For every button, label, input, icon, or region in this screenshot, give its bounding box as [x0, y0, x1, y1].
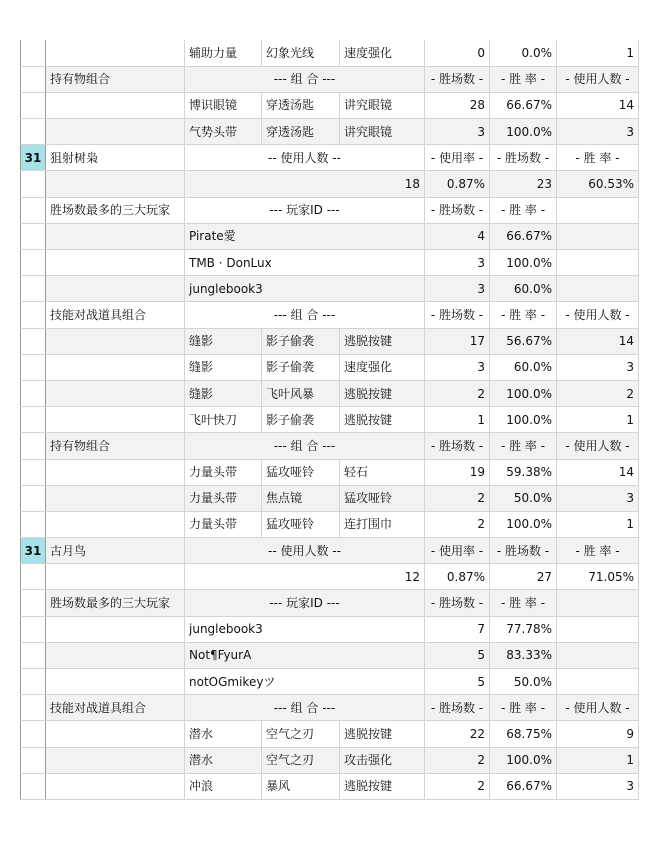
combo-item-1: 辅助力量 — [185, 40, 262, 66]
usage-wins-cell: 23 — [490, 171, 557, 197]
combo-item-3: 讲究眼镜 — [340, 92, 425, 118]
stats-table — [20, 40, 639, 800]
row-id-cell — [21, 747, 46, 773]
users-cell: 14 — [557, 92, 639, 118]
row-id-cell — [21, 773, 46, 799]
player-wins-cell: 3 — [425, 276, 490, 302]
column-header-3: - 使用人数 - — [557, 66, 639, 92]
row-id-cell: 31 — [21, 538, 46, 564]
win-rate-cell: 100.0% — [490, 119, 557, 145]
section-header-cell: --- 玩家ID --- — [185, 590, 425, 616]
table-row — [21, 485, 639, 511]
column-header-2: - 胜 率 - — [490, 695, 557, 721]
row-label-cell: 狙射树枭 — [46, 145, 185, 171]
table-row — [21, 380, 639, 406]
combo-item-3: 逃脱按键 — [340, 407, 425, 433]
table-row — [21, 276, 639, 302]
win-rate-cell: 66.67% — [490, 92, 557, 118]
combo-item-3: 逃脱按键 — [340, 380, 425, 406]
combo-item-2: 影子偷袭 — [262, 354, 340, 380]
usage-win-rate-cell: 60.53% — [557, 171, 639, 197]
player-win-rate-cell: 83.33% — [490, 642, 557, 668]
usage-win-rate-cell: 71.05% — [557, 564, 639, 590]
combo-item-3: 逃脱按键 — [340, 328, 425, 354]
combo-item-2: 焦点镜 — [262, 485, 340, 511]
table-row — [21, 197, 639, 223]
usage-rate-cell: 0.87% — [425, 564, 490, 590]
combo-item-3: 逃脱按键 — [340, 773, 425, 799]
table-row — [21, 642, 639, 668]
player-wins-cell: 5 — [425, 669, 490, 695]
combo-item-1: 博识眼镜 — [185, 92, 262, 118]
row-id-cell — [21, 40, 46, 66]
combo-item-2: 空气之刃 — [262, 747, 340, 773]
column-header-2: - 胜 率 - — [490, 66, 557, 92]
combo-item-2: 幻象光线 — [262, 40, 340, 66]
column-header-1: - 胜场数 - — [425, 302, 490, 328]
row-label-cell — [46, 119, 185, 145]
combo-item-3: 轻石 — [340, 459, 425, 485]
row-id-cell — [21, 276, 46, 302]
row-label-cell — [46, 773, 185, 799]
section-header-cell: --- 玩家ID --- — [185, 197, 425, 223]
table-row — [21, 223, 639, 249]
row-id-cell — [21, 459, 46, 485]
row-id-cell — [21, 695, 46, 721]
row-label-cell — [46, 250, 185, 276]
column-header-1: - 使用率 - — [425, 538, 490, 564]
section-header-cell: -- 使用人数 -- — [185, 145, 425, 171]
row-label-cell — [46, 669, 185, 695]
usage-rate-cell: 0.87% — [425, 171, 490, 197]
row-id-cell — [21, 250, 46, 276]
row-label-cell — [46, 642, 185, 668]
row-id-cell — [21, 328, 46, 354]
win-rate-cell: 100.0% — [490, 380, 557, 406]
row-label-cell — [46, 328, 185, 354]
table-row — [21, 119, 639, 145]
player-wins-cell: 4 — [425, 223, 490, 249]
row-id-cell — [21, 407, 46, 433]
combo-item-1: 潜水 — [185, 721, 262, 747]
column-header-2: - 胜 率 - — [490, 433, 557, 459]
table-row — [21, 407, 639, 433]
combo-item-2: 穿透汤匙 — [262, 119, 340, 145]
users-cell: 3 — [557, 119, 639, 145]
column-header-3 — [557, 590, 639, 616]
table-row — [21, 747, 639, 773]
row-id-cell — [21, 642, 46, 668]
combo-item-3: 速度强化 — [340, 354, 425, 380]
empty-cell — [557, 223, 639, 249]
table-row — [21, 66, 639, 92]
row-label-cell: 古月鸟 — [46, 538, 185, 564]
section-header-cell: --- 组 合 --- — [185, 302, 425, 328]
column-header-1: - 胜场数 - — [425, 590, 490, 616]
player-win-rate-cell: 100.0% — [490, 250, 557, 276]
row-id-cell — [21, 380, 46, 406]
usage-count-cell: 18 — [185, 171, 425, 197]
combo-item-1: 气势头带 — [185, 119, 262, 145]
wins-cell: 2 — [425, 773, 490, 799]
table-row — [21, 564, 639, 590]
row-label-cell — [46, 485, 185, 511]
player-wins-cell: 5 — [425, 642, 490, 668]
table-row — [21, 433, 639, 459]
column-header-1: - 胜场数 - — [425, 197, 490, 223]
player-id-cell: junglebook3 — [185, 616, 425, 642]
wins-cell: 2 — [425, 511, 490, 537]
users-cell: 3 — [557, 485, 639, 511]
win-rate-cell: 59.38% — [490, 459, 557, 485]
column-header-3: - 胜 率 - — [557, 145, 639, 171]
combo-item-2: 影子偷袭 — [262, 328, 340, 354]
table-row — [21, 538, 639, 564]
player-win-rate-cell: 66.67% — [490, 223, 557, 249]
wins-cell: 1 — [425, 407, 490, 433]
column-header-2: - 胜场数 - — [490, 538, 557, 564]
wins-cell: 28 — [425, 92, 490, 118]
row-label-cell: 持有物组合 — [46, 66, 185, 92]
table-row — [21, 669, 639, 695]
row-label-cell — [46, 564, 185, 590]
table-row — [21, 92, 639, 118]
wins-cell: 2 — [425, 747, 490, 773]
wins-cell: 0 — [425, 40, 490, 66]
player-win-rate-cell: 50.0% — [490, 669, 557, 695]
row-id-cell — [21, 171, 46, 197]
column-header-3: - 使用人数 - — [557, 302, 639, 328]
empty-cell — [557, 642, 639, 668]
player-win-rate-cell: 77.78% — [490, 616, 557, 642]
row-label-cell — [46, 354, 185, 380]
empty-cell — [557, 276, 639, 302]
table-row — [21, 511, 639, 537]
combo-item-3: 速度强化 — [340, 40, 425, 66]
row-id-cell — [21, 616, 46, 642]
combo-item-2: 暴风 — [262, 773, 340, 799]
wins-cell: 3 — [425, 354, 490, 380]
combo-item-2: 猛攻哑铃 — [262, 511, 340, 537]
table-row — [21, 171, 639, 197]
row-id-cell — [21, 223, 46, 249]
win-rate-cell: 50.0% — [490, 485, 557, 511]
users-cell: 14 — [557, 459, 639, 485]
row-label-cell: 技能对战道具组合 — [46, 302, 185, 328]
table-row — [21, 302, 639, 328]
row-id-cell — [21, 433, 46, 459]
column-header-3: - 使用人数 - — [557, 433, 639, 459]
empty-cell — [557, 250, 639, 276]
column-header-3: - 使用人数 - — [557, 695, 639, 721]
win-rate-cell: 0.0% — [490, 40, 557, 66]
combo-item-1: 飞叶快刀 — [185, 407, 262, 433]
table-row — [21, 590, 639, 616]
combo-item-3: 逃脱按键 — [340, 721, 425, 747]
win-rate-cell: 100.0% — [490, 747, 557, 773]
row-id-cell — [21, 485, 46, 511]
row-label-cell: 胜场数最多的三大玩家 — [46, 197, 185, 223]
row-label-cell — [46, 407, 185, 433]
player-wins-cell: 7 — [425, 616, 490, 642]
combo-item-2: 影子偷袭 — [262, 407, 340, 433]
player-wins-cell: 3 — [425, 250, 490, 276]
row-id-cell — [21, 590, 46, 616]
section-header-cell: --- 组 合 --- — [185, 66, 425, 92]
combo-item-3: 讲究眼镜 — [340, 119, 425, 145]
row-label-cell — [46, 459, 185, 485]
column-header-2: - 胜场数 - — [490, 145, 557, 171]
column-header-2: - 胜 率 - — [490, 590, 557, 616]
row-id-cell — [21, 119, 46, 145]
win-rate-cell: 66.67% — [490, 773, 557, 799]
column-header-1: - 胜场数 - — [425, 695, 490, 721]
users-cell: 3 — [557, 354, 639, 380]
combo-item-2: 空气之刃 — [262, 721, 340, 747]
row-id-cell: 31 — [21, 145, 46, 171]
users-cell: 1 — [557, 40, 639, 66]
combo-item-2: 飞叶风暴 — [262, 380, 340, 406]
player-id-cell: Pirate愛 — [185, 223, 425, 249]
users-cell: 14 — [557, 328, 639, 354]
table-row — [21, 328, 639, 354]
player-id-cell: TMB · DonLux — [185, 250, 425, 276]
row-label-cell — [46, 511, 185, 537]
table-row — [21, 145, 639, 171]
column-header-1: - 胜场数 - — [425, 66, 490, 92]
win-rate-cell: 60.0% — [490, 354, 557, 380]
combo-item-3: 连打围巾 — [340, 511, 425, 537]
users-cell: 3 — [557, 773, 639, 799]
win-rate-cell: 56.67% — [490, 328, 557, 354]
combo-item-1: 力量头带 — [185, 485, 262, 511]
row-id-cell — [21, 511, 46, 537]
usage-wins-cell: 27 — [490, 564, 557, 590]
table-row — [21, 354, 639, 380]
column-header-1: - 胜场数 - — [425, 433, 490, 459]
player-id-cell: Not¶FyurA — [185, 642, 425, 668]
combo-item-1: 力量头带 — [185, 511, 262, 537]
row-id-cell — [21, 564, 46, 590]
users-cell: 1 — [557, 407, 639, 433]
player-win-rate-cell: 60.0% — [490, 276, 557, 302]
row-label-cell — [46, 276, 185, 302]
player-id-cell: notOGmikeyツ — [185, 669, 425, 695]
row-id-cell — [21, 302, 46, 328]
win-rate-cell: 100.0% — [490, 407, 557, 433]
column-header-1: - 使用率 - — [425, 145, 490, 171]
column-header-2: - 胜 率 - — [490, 197, 557, 223]
win-rate-cell: 68.75% — [490, 721, 557, 747]
wins-cell: 2 — [425, 380, 490, 406]
wins-cell: 17 — [425, 328, 490, 354]
combo-item-3: 猛攻哑铃 — [340, 485, 425, 511]
player-id-cell: junglebook3 — [185, 276, 425, 302]
combo-item-1: 缝影 — [185, 354, 262, 380]
row-label-cell — [46, 40, 185, 66]
row-label-cell: 持有物组合 — [46, 433, 185, 459]
wins-cell: 3 — [425, 119, 490, 145]
row-id-cell — [21, 197, 46, 223]
section-header-cell: --- 组 合 --- — [185, 433, 425, 459]
users-cell: 2 — [557, 380, 639, 406]
combo-item-2: 猛攻哑铃 — [262, 459, 340, 485]
row-label-cell — [46, 171, 185, 197]
row-label-cell — [46, 747, 185, 773]
section-header-cell: -- 使用人数 -- — [185, 538, 425, 564]
table-row — [21, 616, 639, 642]
row-label-cell: 胜场数最多的三大玩家 — [46, 590, 185, 616]
row-id-cell — [21, 66, 46, 92]
combo-item-3: 攻击强化 — [340, 747, 425, 773]
combo-item-1: 缝影 — [185, 328, 262, 354]
wins-cell: 22 — [425, 721, 490, 747]
row-id-cell — [21, 354, 46, 380]
row-id-cell — [21, 92, 46, 118]
row-label-cell — [46, 721, 185, 747]
table-row — [21, 721, 639, 747]
row-label-cell — [46, 92, 185, 118]
row-label-cell: 技能对战道具组合 — [46, 695, 185, 721]
table-row — [21, 250, 639, 276]
usage-count-cell: 12 — [185, 564, 425, 590]
table-row — [21, 773, 639, 799]
win-rate-cell: 100.0% — [490, 511, 557, 537]
combo-item-2: 穿透汤匙 — [262, 92, 340, 118]
users-cell: 9 — [557, 721, 639, 747]
row-id-cell — [21, 669, 46, 695]
row-label-cell — [46, 616, 185, 642]
column-header-3 — [557, 197, 639, 223]
combo-item-1: 潜水 — [185, 747, 262, 773]
table-row — [21, 459, 639, 485]
empty-cell — [557, 669, 639, 695]
row-id-cell — [21, 721, 46, 747]
table-row — [21, 40, 639, 66]
row-label-cell — [46, 380, 185, 406]
row-label-cell — [46, 223, 185, 249]
column-header-2: - 胜 率 - — [490, 302, 557, 328]
column-header-3: - 胜 率 - — [557, 538, 639, 564]
table-row — [21, 695, 639, 721]
section-header-cell: --- 组 合 --- — [185, 695, 425, 721]
combo-item-1: 缝影 — [185, 380, 262, 406]
combo-item-1: 冲浪 — [185, 773, 262, 799]
wins-cell: 2 — [425, 485, 490, 511]
empty-cell — [557, 616, 639, 642]
users-cell: 1 — [557, 747, 639, 773]
wins-cell: 19 — [425, 459, 490, 485]
combo-item-1: 力量头带 — [185, 459, 262, 485]
users-cell: 1 — [557, 511, 639, 537]
